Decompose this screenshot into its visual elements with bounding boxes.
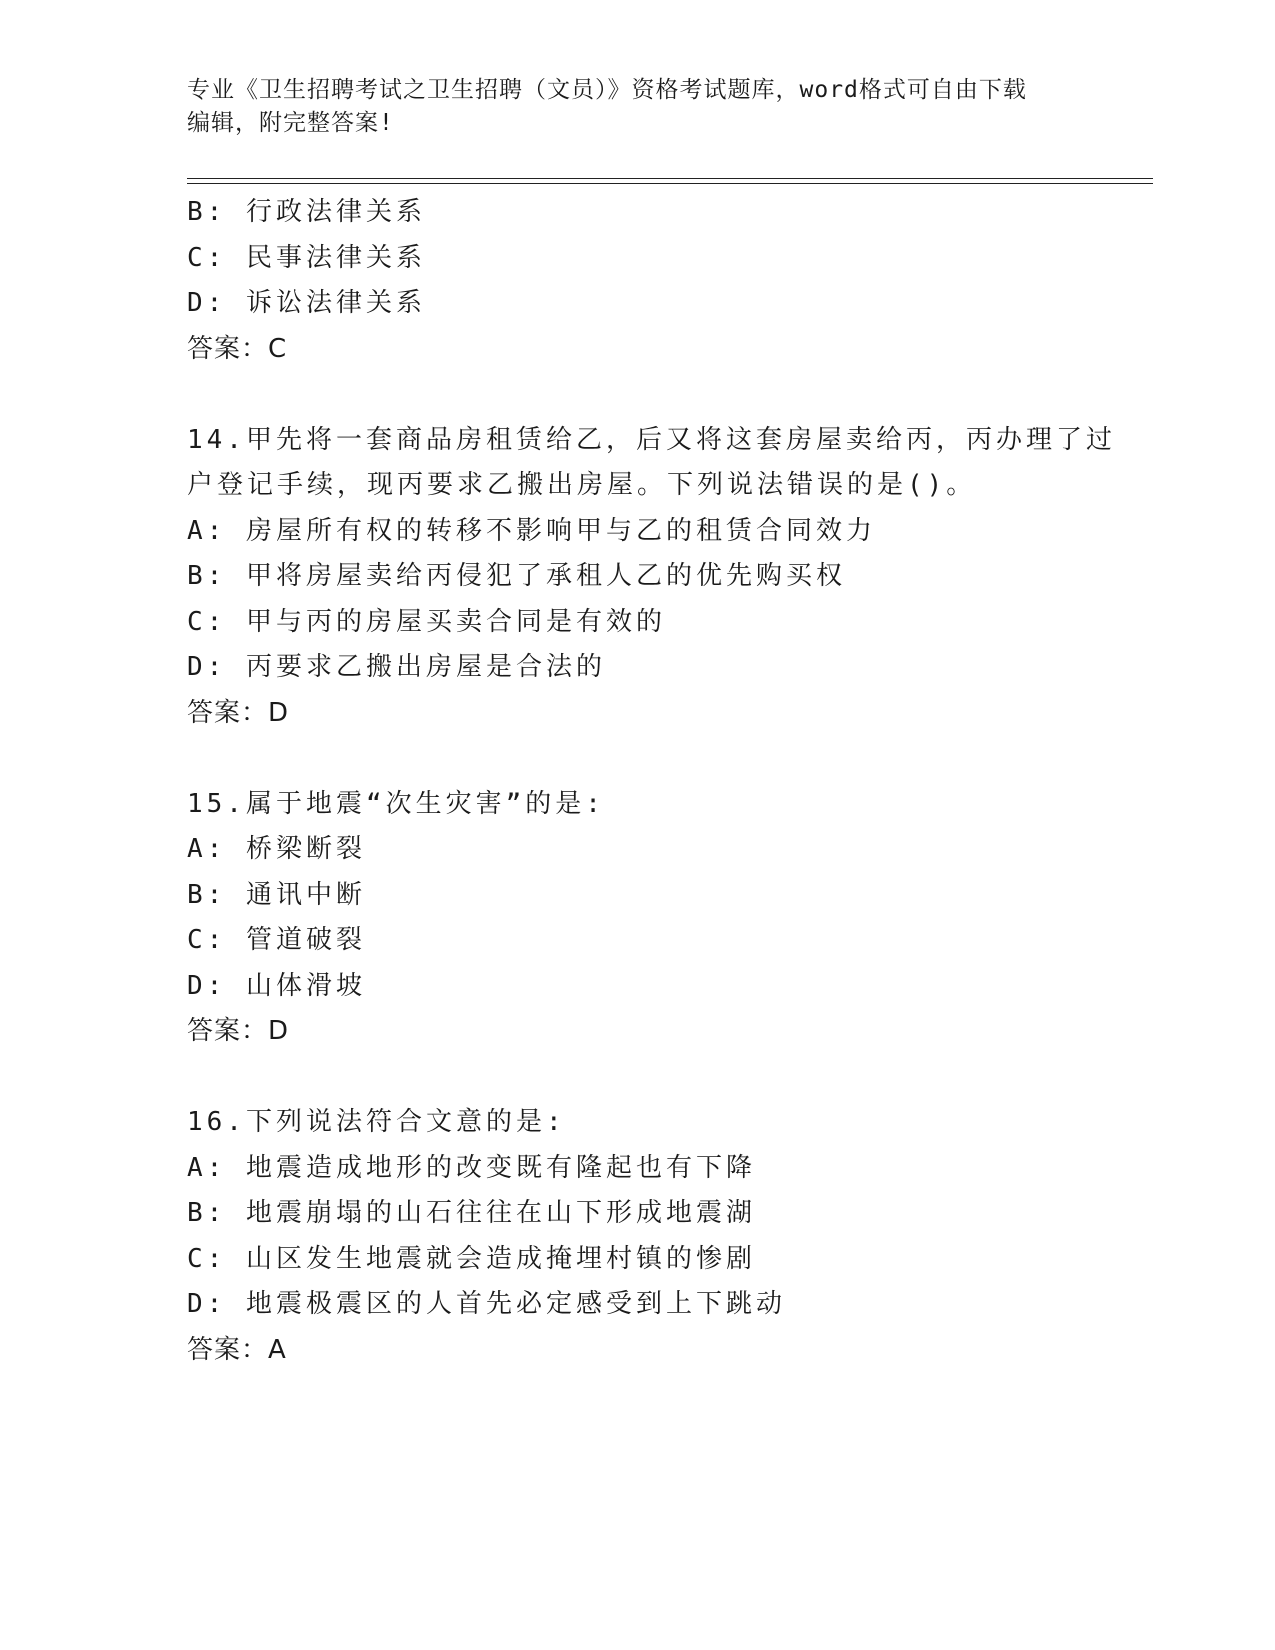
header-divider-bottom <box>187 183 1153 184</box>
spacer <box>187 736 1107 782</box>
question-stem: 15.属于地震“次生灾害”的是: <box>187 788 605 819</box>
option-d: D: 诉讼法律关系 <box>187 288 426 318</box>
header-title-line-2: 编辑，附完整答案! <box>187 110 394 136</box>
question-13-continued <box>187 190 1107 372</box>
option-d: D: 丙要求乙搬出房屋是合法的 <box>187 652 606 682</box>
question-16 <box>187 1100 1107 1373</box>
header-title-line-1: 专业《卫生招聘考试之卫生招聘（文员）》资格考试题库，word格式可自由下载 <box>187 77 1027 103</box>
question-stem: 16.下列说法符合文意的是: <box>187 1107 566 1137</box>
option-c: C: 甲与丙的房屋买卖合同是有效的 <box>187 606 666 637</box>
option-d: D: 地震极震区的人首先必定感受到上下跳动 <box>187 1289 786 1319</box>
question-15 <box>187 782 1107 1055</box>
answer-line: 答案：D <box>187 697 290 728</box>
option-c: C: 民事法律关系 <box>187 242 426 273</box>
option-a: A: 桥梁断裂 <box>187 834 366 864</box>
option-c: C: 管道破裂 <box>187 925 366 955</box>
spacer <box>187 372 1107 418</box>
answer-line: 答案：C <box>187 333 288 364</box>
header-divider-top <box>187 178 1153 179</box>
question-stem-line-1: 14.甲先将一套商品房租赁给乙，后又将这套房屋卖给丙，丙办理了过 <box>187 424 1116 455</box>
question-stem-line-2: 户登记手续，现丙要求乙搬出房屋。下列说法错误的是()。 <box>187 470 977 500</box>
option-d: D: 山体滑坡 <box>187 970 366 1001</box>
option-b: B: 通讯中断 <box>187 879 366 910</box>
question-list <box>187 190 1116 1373</box>
option-b: B: 行政法律关系 <box>187 197 426 227</box>
option-c: C: 山区发生地震就会造成掩埋村镇的惨剧 <box>187 1243 756 1274</box>
answer-line: 答案：D <box>187 1016 290 1046</box>
option-b: B: 甲将房屋卖给丙侵犯了承租人乙的优先购买权 <box>187 561 846 591</box>
question-14 <box>187 418 1116 737</box>
option-a: A: 房屋所有权的转移不影响甲与乙的租赁合同效力 <box>187 515 876 546</box>
option-a: A: 地震造成地形的改变既有隆起也有下降 <box>187 1152 756 1183</box>
spacer <box>187 1055 1107 1101</box>
answer-line: 答案：A <box>187 1334 287 1365</box>
document-header <box>187 74 1087 140</box>
option-b: B: 地震崩塌的山石往往在山下形成地震湖 <box>187 1198 756 1228</box>
